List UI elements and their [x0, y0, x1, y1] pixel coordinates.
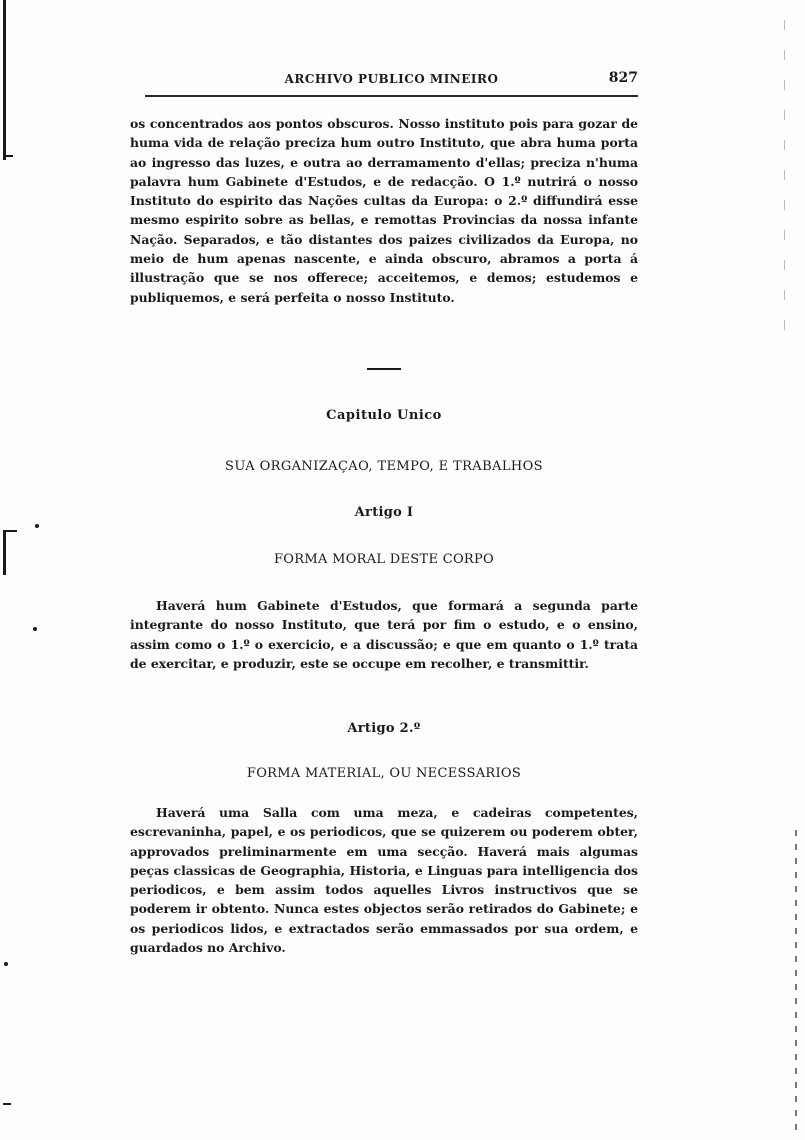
paragraph-3: Haverá uma Salla com uma meza, e cadeiras competentes, escrevaninha, papel, e os periodicos, que se quizerem ou poderem obter, approvados preliminarmente em uma secção. Haverá mais algumas peças classicas de Geographia, Historia, e Linguas para intelligencia dos periodicos, e bem assim todos aquelles Livros instructivos que se poderem ir obtento. Nunca estes objectos serão retirados do Gabinete; e os periodicos lidos, e extractados serão emmassados por sua ordem, e guardados no Archivo. — [130, 805, 638, 956]
running-header — [145, 72, 638, 94]
scan-edge-mark — [784, 20, 785, 350]
header-rule — [145, 95, 638, 97]
scan-edge-mark — [3, 530, 17, 532]
chapter-title: Capitulo Unico — [326, 408, 442, 423]
paragraph-1: os concentrados aos pontos obscuros. Nosso instituto pois para gozar de huma vida de relação preciza hum outro Instituto, que abra huma porta ao ingresso das luzes, e outra ao derramamento d'ellas; preciza n'huma palavra hum Gabinete d'Estudos, e de redacção. O 1.º nutrirá o nosso Instituto do espirito das Nações cultas da Europa: o 2.º diffundirá esse mesmo espirito sobre as bellas, e remottas Provincias da nossa infante Nação. Separados, e tão distantes dos paizes civilizados da Europa, no meio de hum apenas nascente, e ainda obscuro, abramos a porta á illustração que se nos offerece; acceitemos, e demos; estudemos e publiquemos, e será perfeita o nosso Instituto. — [130, 116, 638, 305]
page-number: 827 — [608, 70, 638, 86]
article-2-subtitle: FORMA MATERIAL, OU NECESSARIOS — [246, 766, 522, 781]
scan-edge-mark — [3, 0, 6, 160]
section-separator — [367, 368, 401, 370]
article-1-subtitle: FORMA MORAL DESTE CORPO — [273, 552, 495, 567]
scan-dot — [33, 627, 37, 631]
article-2-title: Artigo 2.º — [347, 721, 421, 736]
scan-edge-mark — [3, 155, 13, 157]
paragraph-2: Haverá hum Gabinete d'Estudos, que formará a segunda parte integrante do nosso Instituto, que terá por fim o estudo, e o ensino, assim como o 1.º o exercicio, e a discussão; e que em quanto o 1.º trata de exercitar, e produzir, este se occupe em recolher, e transmittir. — [130, 598, 638, 671]
article-1-title: Artigo I — [354, 505, 414, 520]
running-header-title: ARCHIVO PUBLICO MINEIRO — [284, 72, 499, 86]
scan-edge-mark — [3, 1103, 11, 1105]
scan-edge-mark — [3, 530, 6, 575]
scan-dot — [4, 962, 8, 966]
scan-dot — [35, 524, 39, 528]
scan-edge-mark — [795, 830, 797, 1130]
chapter-subtitle: SUA ORGANIZAÇAO, TEMPO, E TRABALHOS — [225, 459, 543, 474]
